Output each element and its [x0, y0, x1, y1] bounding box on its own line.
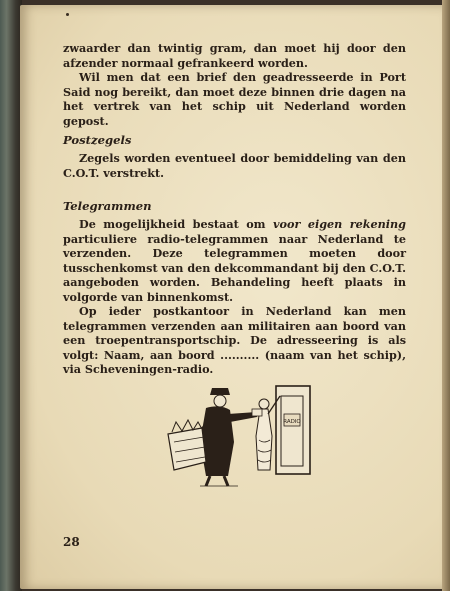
paragraph-port-said: Wil men dat een brief den geadresseerde in Port Said nog bereikt, dan moet deze binnen drie dagen na het vertrek van het schip uit Nederland worden gepost. [63, 70, 406, 128]
text-part: particuliere radio-telegrammen naar Nederland te verzenden. Deze telegrammen moeten door tusschenkomst van den dekcommandant bij den C.O.T. aangeboden worden. Behandeling heeft plaats in volgorde van binnenkomst. [63, 231, 406, 304]
body-text-top [63, 41, 406, 128]
mail-bag [168, 428, 206, 470]
woman-head [259, 399, 269, 409]
paragraph-mogelijkheid [63, 217, 406, 304]
book-spine [0, 0, 22, 591]
telegram [252, 409, 262, 416]
postman-head [214, 395, 226, 407]
page-edge [442, 0, 450, 591]
body-text-postzegels [63, 151, 406, 180]
page-mark [66, 13, 69, 16]
paragraph-postkantoor: Op ieder postkantoor in Nederland kan men telegrammen verzenden aan militairen aan boord van een troepentransportschip. De adresseering is als volgt: Naam, aan boord .......... (naam van het schip), via Scheveningen-radio. [63, 304, 406, 376]
emphasis-eigen-rekening: voor eigen rekening [273, 217, 406, 231]
postman-cap [210, 388, 230, 395]
body-text-telegrammen [63, 217, 406, 377]
text-part: De mogelijkheid bestaat om [79, 217, 266, 231]
postman-illustration [160, 382, 316, 490]
postman-legs [206, 476, 228, 486]
page-number: 28 [63, 535, 80, 549]
door-sign: RADIO [283, 419, 301, 425]
paragraph-zegels: Zegels worden eventueel door bemiddeling van den C.O.T. verstrekt. [63, 151, 406, 180]
heading-telegrammen: Telegrammen [63, 199, 152, 213]
heading-postzegels: Postzegels [63, 133, 132, 147]
paragraph-continuation: zwaarder dan twintig gram, dan moet hij door den afzender normaal gefrankeerd worden. [63, 41, 406, 70]
